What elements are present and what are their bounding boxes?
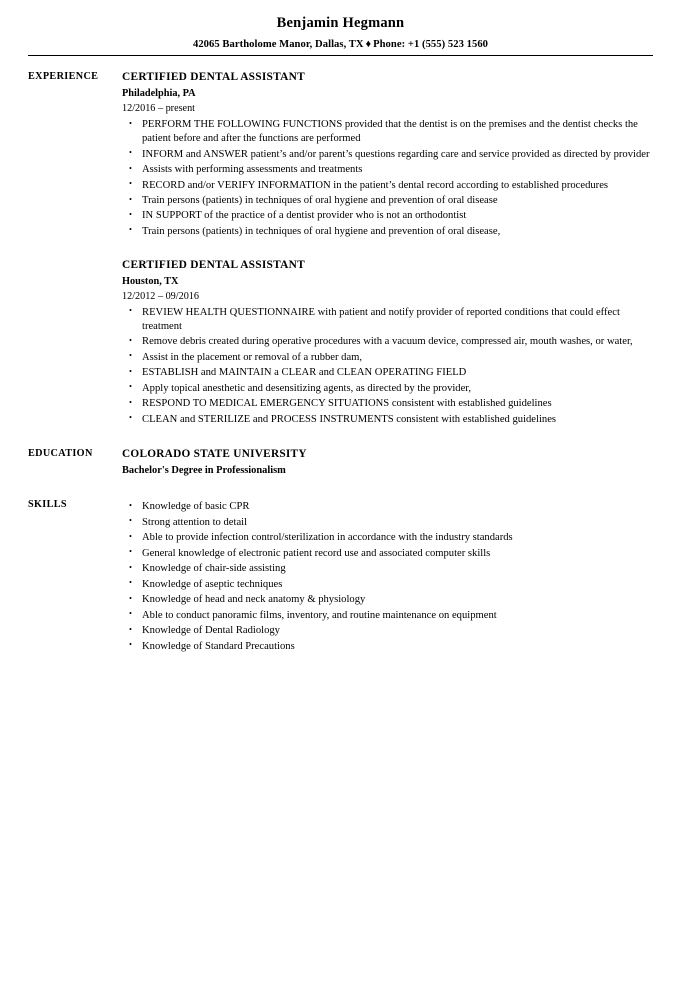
contact-address: 42065 Bartholome Manor, Dallas, TX bbox=[192, 39, 364, 51]
bullet-item: • Train persons (patients) in techniques of oral hygiene and prevention of oral disease, bbox=[122, 225, 653, 239]
resume-header bbox=[0, 0, 681, 56]
experience-section-label: EXPERIENCE bbox=[28, 71, 99, 83]
bullet-item: • REVIEW HEALTH QUESTIONNAIRE with patient and notify provider of reported conditions that could effect treatment bbox=[122, 306, 653, 334]
bullet-list bbox=[122, 118, 653, 239]
bullet-item: • CLEAN and STERILIZE and PROCESS INSTRUMENTS consistent with established guidelines bbox=[122, 413, 653, 427]
skills-list bbox=[122, 500, 653, 653]
skill-item: • Knowledge of Standard Precautions bbox=[122, 640, 653, 654]
contact-line bbox=[0, 39, 681, 50]
bullet-item: • RESPOND TO MEDICAL EMERGENCY SITUATIONS consistent with established guidelines bbox=[122, 397, 653, 411]
skills-entries bbox=[122, 498, 653, 653]
bullet-item: • Train persons (patients) in techniques of oral hygiene and prevention of oral disease bbox=[122, 194, 653, 208]
skill-item: • Knowledge of head and neck anatomy & physiology bbox=[122, 593, 653, 607]
education-entries bbox=[122, 447, 653, 479]
bullet-item: • INFORM and ANSWER patient’s and/or parent’s questions regarding care and service provided as directed by provider bbox=[122, 148, 653, 162]
bullet-item: • Assists with performing assessments and treatments bbox=[122, 163, 653, 177]
contact-phone: Phone: +1 (555) 523 1560 bbox=[373, 39, 489, 51]
header-divider bbox=[28, 55, 653, 56]
skills-section-label: SKILLS bbox=[28, 499, 67, 511]
bullet-item: • Apply topical anesthetic and desensitizing agents, as directed by the provider, bbox=[122, 382, 653, 396]
bullet-item: • Remove debris created during operative procedures with a vacuum device, compressed air, mouth washes, or water, bbox=[122, 335, 653, 349]
job-dates: 12/2012 – 09/2016 bbox=[122, 290, 199, 302]
skill-item: • Strong attention to detail bbox=[122, 516, 653, 530]
skill-item: • General knowledge of electronic patient record use and associated computer skills bbox=[122, 547, 653, 561]
job-location: Philadelphia, PA bbox=[122, 87, 196, 99]
bullet-item: • IN SUPPORT of the practice of a dentist provider who is not an orthodontist bbox=[122, 209, 653, 223]
skill-item: • Able to provide infection control/sterilization in accordance with the industry standards bbox=[122, 531, 653, 545]
skill-item: • Knowledge of chair-side assisting bbox=[122, 562, 653, 576]
experience-entries bbox=[122, 70, 653, 427]
education-section-label: EDUCATION bbox=[28, 447, 93, 459]
experience-entry bbox=[122, 70, 653, 239]
education-section bbox=[0, 447, 681, 479]
skill-item: • Knowledge of aseptic techniques bbox=[122, 578, 653, 592]
job-title: CERTIFIED DENTAL ASSISTANT bbox=[122, 71, 305, 84]
bullet-item: • ESTABLISH and MAINTAIN a CLEAR and CLEAN OPERATING FIELD bbox=[122, 366, 653, 380]
skill-item: • Able to conduct panoramic films, inventory, and routine maintenance on equipment bbox=[122, 609, 653, 623]
bullet-item: • PERFORM THE FOLLOWING FUNCTIONS provided that the dentist is on the premises and the dentist checks the patient before and after the functions are performed bbox=[122, 118, 653, 146]
bullet-list bbox=[122, 306, 653, 427]
job-dates: 12/2016 – present bbox=[122, 102, 195, 114]
bullet-item: • RECORD and/or VERIFY INFORMATION in the patient’s dental record according to established procedures bbox=[122, 179, 653, 193]
skill-item: • Knowledge of basic CPR bbox=[122, 500, 653, 514]
skills-section bbox=[0, 498, 681, 653]
experience-entry bbox=[122, 258, 653, 427]
bullet-item: • Assist in the placement or removal of a rubber dam, bbox=[122, 351, 653, 365]
education-degree: Bachelor's Degree in Professionalism bbox=[122, 465, 286, 477]
job-title: CERTIFIED DENTAL ASSISTANT bbox=[122, 258, 305, 271]
skill-item: • Knowledge of Dental Radiology bbox=[122, 624, 653, 638]
job-location: Houston, TX bbox=[122, 275, 179, 287]
diamond-separator-icon: ♦ bbox=[365, 39, 372, 51]
experience-section bbox=[0, 70, 681, 427]
candidate-name: Benjamin Hegmann bbox=[276, 15, 405, 31]
education-entry bbox=[122, 447, 653, 479]
education-school: COLORADO STATE UNIVERSITY bbox=[122, 447, 307, 460]
